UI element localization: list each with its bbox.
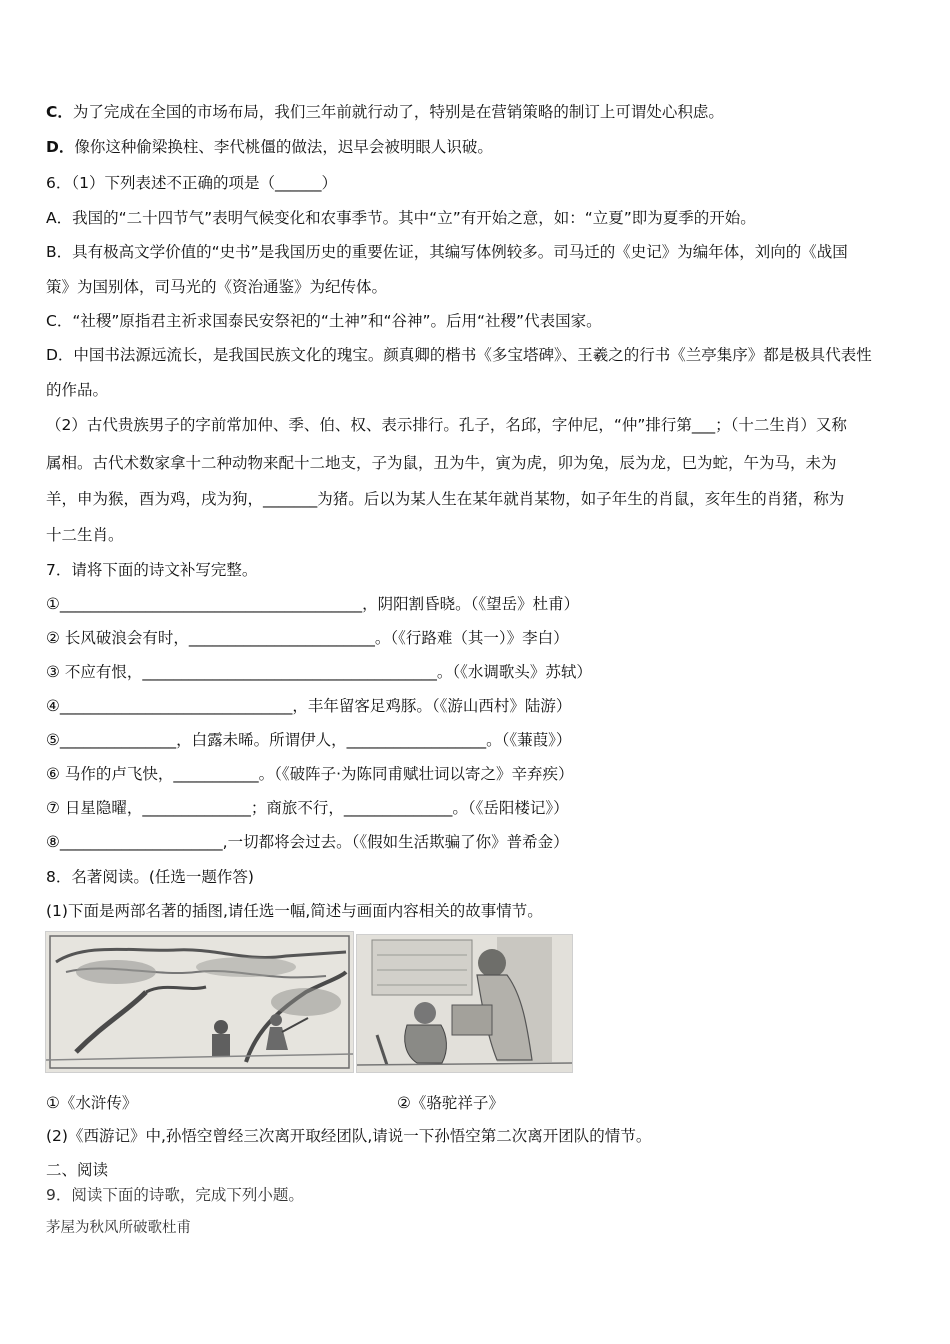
water-margin-drawing [46,932,353,1072]
q6-option-c: C．“社稷”原指君主祈求国泰民安祭祀的“土神”和“谷神”。后用“社稷”代表国家。 [46,312,602,330]
option-d [46,137,906,157]
q6-part2-line2: 属相。古代术数家拿十二种动物来配十二地支，子为鼠，丑为牛，寅为虎，卯为兔，辰为龙，巳为蛇，午为马，未为 [46,454,837,472]
q6-part2-line1: （2）古代贵族男子的字前常加仲、季、伯、权、表示排行。孔子，名邱，字仲尼，“仲”排行第___；（十二生肖）又称 [46,416,847,434]
option-c-text: 为了完成在全国的市场布局，我们三年前就行动了，特别是在营销策略的制订上可谓处心积虑。 [72,103,724,121]
q8-sub1: (1)下面是两部名著的插图,请任选一幅,简述与画面内容相关的故事情节。 [46,902,543,920]
option-d-label: D． [46,138,75,156]
q7-title: 7．请将下面的诗文补写完整。 [46,561,258,579]
water-margin-illustration [45,931,354,1073]
q7-item-6: ⑥ 马作的卢飞快，___________。（《破阵子·为陈同甫赋壮词以寄之》辛弃疾） [46,765,574,783]
q8-caption-water-margin: ①《水浒传》 [46,1094,138,1112]
q9-title: 9．阅读下面的诗歌，完成下列小题。 [46,1186,304,1204]
camel-xiangzi-illustration [356,934,573,1073]
q8-caption-camel-xiangzi: ②《骆驼祥子》 [397,1094,504,1112]
q6-part2-line3: 羊，申为猴，酉为鸡，戌为狗，_______为猪。后以为某人生在某年就肖某物，如子年生的肖鼠，亥年生的肖猪，称为 [46,490,845,508]
q6-title: 6．（1）下列表述不正确的项是（______） [46,174,337,192]
option-c-label: C． [46,103,73,121]
q9-poem-title: 茅屋为秋风所破歌杜甫 [46,1220,191,1236]
q6-option-d-line2: 的作品。 [46,381,109,399]
q7-item-8: ⑧_____________________,一切都将会过去。（《假如生活欺骗了你》普希金） [46,833,569,851]
q6-option-b-line2: 策》为国别体，司马光的《资治通鉴》为纪传体。 [46,278,388,296]
q8-title: 8．名著阅读。(任选一题作答) [46,868,254,886]
q6-option-b-line1: B．具有极高文学价值的“史书”是我国历史的重要佐证，其编写体例较多。司马迁的《史记》为编年体，刘向的《战国 [46,243,848,261]
q6-option-a: A．我国的“二十四节气”表明气候变化和农事季节。其中“立”有开始之意，如：“立夏”即为夏季的开始。 [46,209,756,227]
q7-item-7: ⑦ 日星隐曜，______________；商旅不行，______________。（《岳阳楼记》） [46,799,569,817]
q7-item-1: ①_______________________________________，阴阳割昏晓。（《望岳》杜甫） [46,595,580,613]
q7-item-3: ③ 不应有恨，______________________________________。（《水调歌头》苏轼） [46,663,592,681]
q7-item-2: ② 长风破浪会有时，________________________。（《行路难（其一）》李白） [46,629,569,647]
q6-option-d-line1: D．中国书法源远流长，是我国民族文化的瑰宝。颜真卿的楷书《多宝塔碑》、王羲之的行书《兰亭集序》都是极具代表性 [46,346,872,364]
option-c [46,102,906,122]
q7-item-5: ⑤_______________，白露未晞。所谓伊人，__________________。（《蒹葭》） [46,731,572,749]
camel-xiangzi-drawing [357,935,572,1072]
q6-part2-line4: 十二生肖。 [46,526,124,544]
q8-sub2: (2)《西游记》中,孙悟空曾经三次离开取经团队,请说一下孙悟空第二次离开团队的情节。 [46,1127,652,1145]
q7-item-4: ④______________________________，丰年留客足鸡豚。（《游山西村》陆游） [46,697,572,715]
option-d-text: 像你这种偷梁换柱、李代桃僵的做法，迟早会被明眼人识破。 [74,138,493,156]
section-heading-reading: 二、阅读 [46,1161,109,1179]
